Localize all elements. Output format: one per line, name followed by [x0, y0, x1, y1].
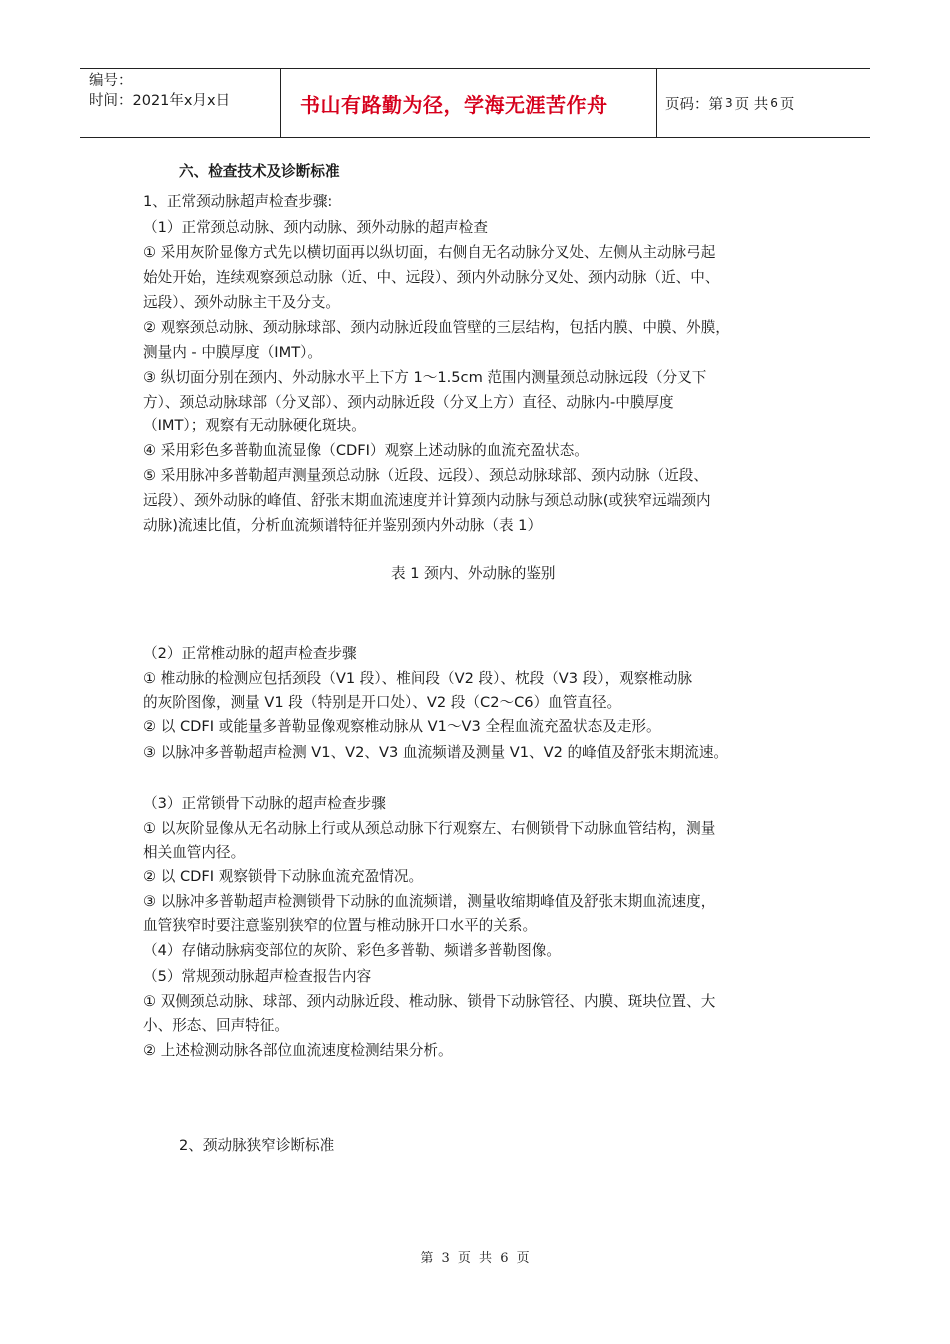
body-line: ④ 采用彩色多普勒血流显像（CDFI）观察上述动脉的血流充盈状态。	[143, 442, 589, 459]
body-line: ③ 以脉冲多普勒超声检测 V1、V2、V3 血流频谱及测量 V1、V2 的峰值及舒张末期流速。	[143, 744, 729, 761]
header-motto: 书山有路勤为径，学海无涯苦作舟	[281, 69, 657, 137]
page-current: 3	[725, 96, 733, 110]
body-line: 远段）、颈外动脉的峰值、舒张末期血流速度并计算颈内动脉与颈总动脉(或狭窄远端颈内	[143, 492, 711, 509]
page-mid: 页 共	[734, 96, 769, 113]
body-line: 1、正常颈动脉超声检查步骤:	[143, 193, 333, 210]
body-line: 方）、颈总动脉球部（分叉部）、颈内动脉近段（分叉上方）直径、动脉内-中膜厚度	[143, 394, 674, 411]
header-page-number	[657, 69, 870, 137]
body-line: 的灰阶图像，测量 V1 段（特别是开口处）、V2 段（C2～C6）血管直径。	[143, 694, 622, 711]
body-line: 小、形态、回声特征。	[143, 1017, 289, 1034]
section-title: 六、检查技术及诊断标准	[179, 163, 340, 180]
header-meta	[80, 69, 281, 137]
body-line: 血管狭窄时要注意鉴别狭窄的位置与椎动脉开口水平的关系。	[143, 917, 538, 934]
number-label: 编号：	[89, 73, 133, 89]
body-line: （4）存储动脉病变部位的灰阶、彩色多普勒、频谱多普勒图像。	[143, 942, 561, 959]
body-line: ② 上述检测动脉各部位血流速度检测结果分析。	[143, 1042, 453, 1059]
body-line: ③ 纵切面分别在颈内、外动脉水平上下方 1～1.5cm 范围内测量颈总动脉远段（分叉下	[143, 369, 707, 386]
header-table	[80, 68, 870, 138]
time-label: 时间：2021年x月x日	[89, 93, 231, 109]
body-line: ⑤ 采用脉冲多普勒超声测量颈总动脉（近段、远段）、颈总动脉球部、颈内动脉（近段、	[143, 467, 708, 484]
page-total: 6	[770, 96, 778, 110]
body-line: 测量内 - 中膜厚度（IMT）。	[143, 344, 322, 361]
body-line: ① 双侧颈总动脉、球部、颈内动脉近段、椎动脉、锁骨下动脉管径、内膜、斑块位置、大	[143, 993, 716, 1010]
subsection-title: 2、颈动脉狭窄诊断标准	[179, 1137, 335, 1154]
table-caption: 表 1 颈内、外动脉的鉴别	[391, 565, 556, 582]
body-line: 始处开始，连续观察颈总动脉（近、中、远段）、颈内外动脉分叉处、颈内动脉（近、中、	[143, 269, 720, 286]
body-line: ① 以灰阶显像从无名动脉上行或从颈总动脉下行观察左、右侧锁骨下动脉血管结构，测量	[143, 820, 716, 837]
body-line: ① 采用灰阶显像方式先以横切面再以纵切面，右侧自无名动脉分叉处、左侧从主动脉弓起	[143, 244, 716, 261]
body-line: 相关血管内径。	[143, 844, 246, 861]
body-line: （5）常规颈动脉超声检查报告内容	[143, 968, 372, 985]
body-line: （IMT）；观察有无动脉硬化斑块。	[143, 417, 366, 434]
body-line: （3）正常锁骨下动脉的超声检查步骤	[143, 795, 386, 812]
body-line: ② 以 CDFI 或能量多普勒显像观察椎动脉从 V1～V3 全程血流充盈状态及走形。	[143, 718, 661, 735]
page-footer: 第 3 页 共 6 页	[420, 1251, 530, 1266]
body-line: 远段）、颈外动脉主干及分支。	[143, 294, 341, 311]
body-line: ③ 以脉冲多普勒超声检测锁骨下动脉的血流频谱，测量收缩期峰值及舒张末期血流速度，	[143, 893, 716, 910]
page-suffix: 页	[779, 96, 795, 113]
page-prefix: 页码：第	[665, 96, 723, 113]
body-line: （1）正常颈总动脉、颈内动脉、颈外动脉的超声检查	[143, 219, 488, 236]
body-line: ② 以 CDFI 观察锁骨下动脉血流充盈情况。	[143, 868, 424, 885]
body-line: ① 椎动脉的检测应包括颈段（V1 段）、椎间段（V2 段）、枕段（V3 段），观察椎动脉	[143, 670, 693, 687]
body-line: （2）正常椎动脉的超声检查步骤	[143, 645, 357, 662]
body-line: 动脉)流速比值，分析血流频谱特征并鉴别颈内外动脉（表 1）	[143, 517, 543, 534]
body-line: ② 观察颈总动脉、颈动脉球部、颈内动脉近段血管壁的三层结构，包括内膜、中膜、外膜，	[143, 319, 730, 336]
